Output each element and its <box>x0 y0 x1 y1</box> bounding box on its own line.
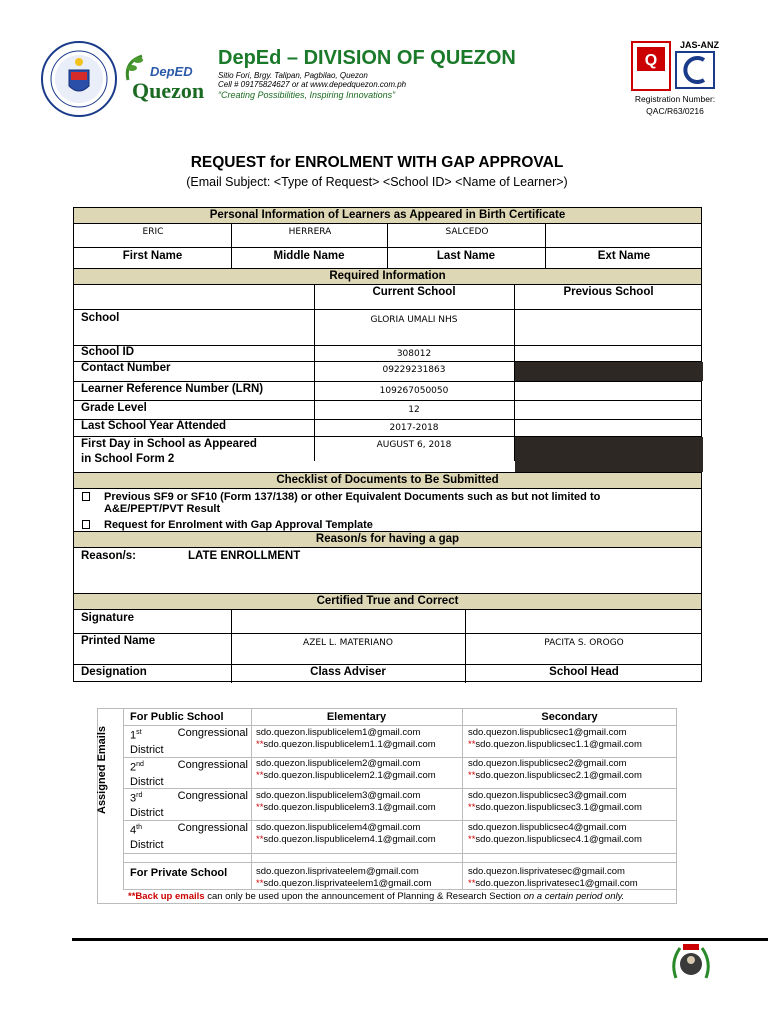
assigned-emails-label: Assigned Emails <box>96 725 108 814</box>
district-1-elem-backup[interactable]: **sdo.quezon.lispublicelem1.1@gmail.com <box>256 739 436 750</box>
contact-number-value: 09229231863 <box>382 365 446 375</box>
school-id-label: School ID <box>81 346 135 358</box>
last-name-label: Last Name <box>436 250 496 262</box>
personal-info-heading: Personal Information of Learners as Appeared in Birth Certificate <box>74 207 701 224</box>
head-name: PACITA S. OROGO <box>544 638 624 648</box>
grade-level-label: Grade Level <box>81 402 147 414</box>
middle-name-value: HERRERA <box>288 227 332 237</box>
middle-name-label: Middle Name <box>273 250 345 262</box>
previous-school-header: Previous School <box>563 286 654 298</box>
certified-heading: Certified True and Correct <box>74 593 701 610</box>
first-day-label-line1: First Day in School as Appeared <box>81 438 257 450</box>
printed-name-label: Printed Name <box>81 635 156 647</box>
backup-email-note: **Back up emails can only be used upon the announcement of Planning & Research Section on a certain period only. <box>128 891 625 902</box>
district-4-label: 4th Congressional District <box>130 822 248 851</box>
checklist-heading: Checklist of Documents to Be Submitted <box>74 472 701 489</box>
registration-info <box>600 93 750 117</box>
district-3-label: 3rd Congressional District <box>130 790 248 819</box>
required-info-heading: Required Information <box>74 268 701 285</box>
last-sy-value: 2017-2018 <box>389 423 439 433</box>
district-3-sec-backup[interactable]: **sdo.quezon.lispublicsec3.1@gmail.com <box>468 802 642 813</box>
checklist-item-2-text: Request for Enrolment with Gap Approval Template <box>104 519 373 531</box>
request-form <box>73 207 702 682</box>
contact-number-label: Contact Number <box>81 362 171 374</box>
first-day-label-line2: in School Form 2 <box>81 453 175 465</box>
first-day-previous-blocked <box>515 437 703 472</box>
district-4-sec-email[interactable]: sdo.quezon.lispublicsec4@gmail.com <box>468 822 627 833</box>
designation-label: Designation <box>81 666 147 678</box>
private-elem-backup[interactable]: **sdo.quezon.lisprivateelem1@gmail.com <box>256 878 432 889</box>
school-label: School <box>81 312 120 324</box>
document-title: REQUEST for ENROLMENT WITH GAP APPROVAL <box>190 154 564 171</box>
checklist-item-2 <box>82 519 373 531</box>
district-2-elem-email[interactable]: sdo.quezon.lispublicelem2@gmail.com <box>256 758 421 769</box>
district-4-elem-backup[interactable]: **sdo.quezon.lispublicelem4.1@gmail.com <box>256 834 436 845</box>
document-subtitle: (Email Subject: <Type of Request> <School ID> <Name of Learner>) <box>186 175 568 189</box>
district-1-sec-email[interactable]: sdo.quezon.lispublicsec1@gmail.com <box>468 727 627 738</box>
ext-name-label: Ext Name <box>597 250 651 262</box>
checkbox-2[interactable] <box>82 520 90 529</box>
district-2-sec-email[interactable]: sdo.quezon.lispublicsec2@gmail.com <box>468 758 627 769</box>
school-id-value: 308012 <box>396 349 432 359</box>
private-school-label: For Private School <box>130 867 228 879</box>
signature-label: Signature <box>81 612 135 624</box>
private-elem-email[interactable]: sdo.quezon.lisprivateelem@gmail.com <box>256 866 419 877</box>
district-2-elem-backup[interactable]: **sdo.quezon.lispublicelem2.1@gmail.com <box>256 770 436 781</box>
private-sec-email[interactable]: sdo.quezon.lisprivatesec@gmail.com <box>468 866 625 877</box>
reasons-value: LATE ENROLLMENT <box>188 550 301 562</box>
contact-previous-blocked <box>515 362 703 381</box>
district-4-elem-email[interactable]: sdo.quezon.lispublicelem4@gmail.com <box>256 822 421 833</box>
district-1-elem-email[interactable]: sdo.quezon.lispublicelem1@gmail.com <box>256 727 421 738</box>
reasons-label: Reason/s: <box>81 550 136 562</box>
footer-rule <box>72 938 768 941</box>
footer-deped-logo <box>668 942 714 982</box>
org-contact: Cell # 09175824627 or at www.depedquezon.com.ph <box>218 80 407 89</box>
lrn-value: 109267050050 <box>379 386 449 396</box>
assigned-emails-table <box>97 708 677 904</box>
current-school-value: GLORIA UMALI NHS <box>370 315 458 325</box>
elementary-header: Elementary <box>326 711 387 723</box>
org-address: Sitio Fori, Brgy. Talipan, Pagbilao, Quezon <box>218 71 368 80</box>
private-sec-backup[interactable]: **sdo.quezon.lisprivatesec1@gmail.com <box>468 878 638 889</box>
registration-label: Registration Number: <box>634 94 716 104</box>
checklist-item-1-cont: A&E/PEPT/PVT Result <box>104 503 221 515</box>
district-4-sec-backup[interactable]: **sdo.quezon.lispublicsec4.1@gmail.com <box>468 834 642 845</box>
registration-number: QAC/R63/0216 <box>646 106 704 116</box>
district-3-elem-email[interactable]: sdo.quezon.lispublicelem3@gmail.com <box>256 790 421 801</box>
svg-text:Q: Q <box>644 52 658 69</box>
org-slogan: “Creating Possibilities, Inspiring Innovations” <box>218 90 396 100</box>
adviser-name: AZEL L. MATERIANO <box>303 638 393 648</box>
first-day-label <box>81 437 257 467</box>
logo-text-bottom: Quezon <box>132 78 205 103</box>
org-title: DepEd – DIVISION OF QUEZON <box>218 47 516 69</box>
deped-quezon-logo <box>122 50 214 108</box>
last-sy-label: Last School Year Attended <box>81 420 227 432</box>
checklist-item-1 <box>82 491 600 503</box>
certification-logos <box>630 38 720 96</box>
district-3-elem-backup[interactable]: **sdo.quezon.lispublicelem3.1@gmail.com <box>256 802 436 813</box>
head-designation: School Head <box>549 666 619 678</box>
district-2-label: 2nd Congressional District <box>130 759 248 788</box>
first-name-value: ERIC <box>142 227 164 237</box>
reasons-heading: Reason/s for having a gap <box>74 531 701 548</box>
checklist-item-1-text: Previous SF9 or SF10 (Form 137/138) or other Equivalent Documents such as but not limited to <box>104 491 601 503</box>
current-school-header: Current School <box>372 286 456 298</box>
district-3-sec-email[interactable]: sdo.quezon.lispublicsec3@gmail.com <box>468 790 627 801</box>
checkbox-1[interactable] <box>82 492 90 501</box>
cert-label: JAS-ANZ <box>680 40 720 50</box>
first-name-label: First Name <box>122 250 183 262</box>
district-1-label: 1st Congressional District <box>130 727 248 756</box>
secondary-header: Secondary <box>541 711 598 723</box>
grade-level-value: 12 <box>408 405 420 415</box>
public-school-header: For Public School <box>130 711 224 723</box>
deped-seal-logo <box>40 40 118 118</box>
adviser-designation: Class Adviser <box>310 666 386 678</box>
logo-text-top: DepED <box>150 64 193 79</box>
first-day-value: AUGUST 6, 2018 <box>376 440 452 450</box>
district-2-sec-backup[interactable]: **sdo.quezon.lispublicsec2.1@gmail.com <box>468 770 642 781</box>
district-1-sec-backup[interactable]: **sdo.quezon.lispublicsec1.1@gmail.com <box>468 739 642 750</box>
lrn-label: Learner Reference Number (LRN) <box>81 383 264 395</box>
last-name-value: SALCEDO <box>445 227 489 237</box>
